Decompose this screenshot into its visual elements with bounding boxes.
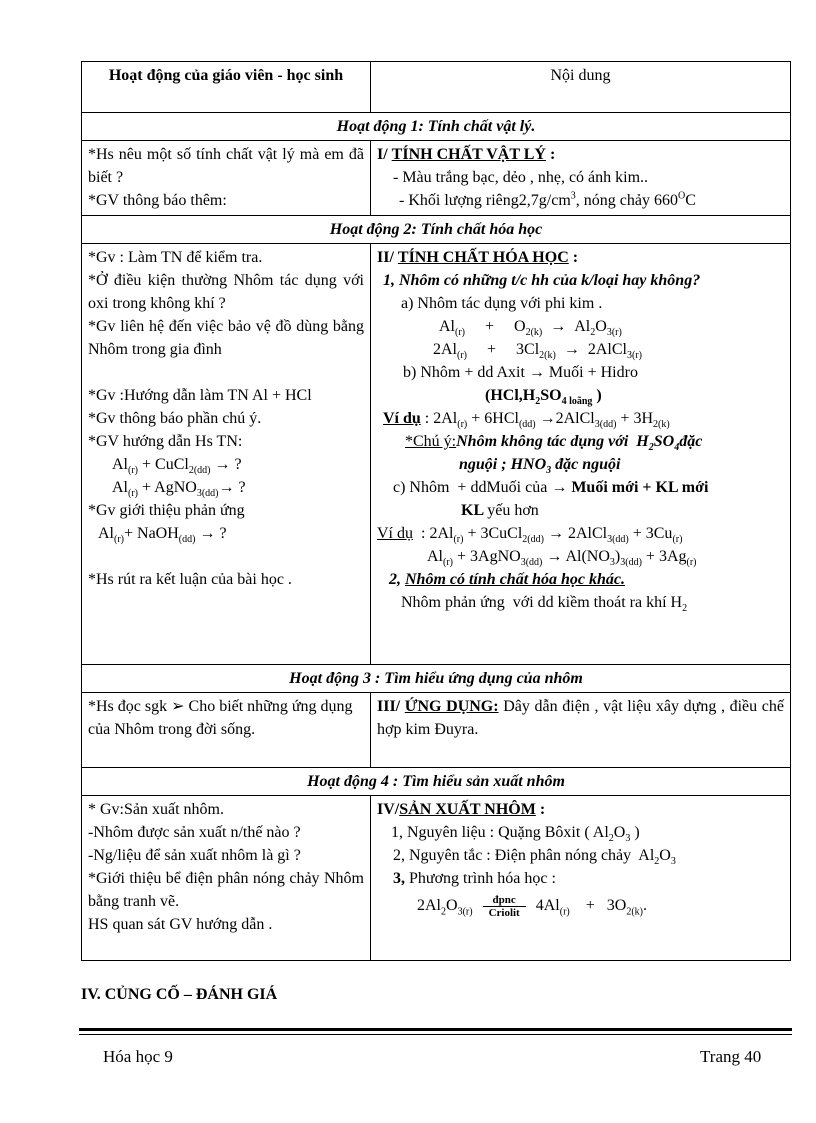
footer-page-number: Trang 40 <box>700 1047 762 1066</box>
activity-2-right: II/ TÍNH CHẤT HÓA HỌC : 1, Nhôm có những t/c hh của k/loại hay không? a) Nhôm tác dụng với phi kim . $Al_{(r)}$ + $O_{2(k)} \to Al_2O_{3(r)}$ $2Al_{(r)}$ + $3Cl_{2(k)}$ → 2AlCl$_{3(r)}$ b) Nhôm + dd Axit → Muối + Hidro ($HCl,H_2SO_{4 loãng}$ ) Ví dụ : $2Al_{(r)} + 6HCl_{(dd)}$ →2AlCl$_{3(dd)}$ + $3H_{2(k)}$ *Chú ý:Nhôm không tác dụng với $H_2SO_4đặc$ nguội ; $HNO_3$ đặc nguội c) Nhôm + ddMuối của → Muối mới + KL mới KL yếu hơn Ví dụ : $2Al_{(r)}$ + 3CuCl$_{2(dd)}$ → 2AlCl$_{3(dd)}$ + $3Cu_{(r)}$ $Al_{(r)}$ + 3AgNO$_{3(dd)}$ → $Al(NO_3)_{3(dd)} + 3Ag_{(r)}$ 2, Nhôm có tính chất hóa học khác. Nhôm phản ứng với dd kiềm thoát ra khí $H_2$ <box>371 244 791 665</box>
activity-2-title: Hoạt động 2: Tính chất hóa học <box>82 216 791 244</box>
equation-2: $2Al_{(r)}$ + $3Cl_{2(k)}$ → 2AlCl$_{3(r)}$ <box>433 341 642 362</box>
activity-3-left: *Hs đọc sgk ➢ Cho biết những ứng dụng của Nhôm trong đời sống. <box>82 693 371 768</box>
lesson-table <box>81 61 791 961</box>
section-heading: TÍNH CHẤT HÓA HỌC <box>397 249 569 266</box>
footer-subject: Hóa học 9 <box>103 1047 173 1066</box>
activity-3-title: Hoạt động 3 : Tìm hiểu ứng dụng của nhôm <box>82 665 791 693</box>
activity-4-right: IV/SẢN XUẤT NHÔM : 1, Nguyên liệu : Quặng Bôxit ( $Al_2O_3$ ) 2, Nguyên tắc : Điện phân nóng chảy $Al_2O_3$ 3, Phương trình hóa học : $2Al_2O_{3(r)}$ đpnc Criolit $4Al_{(r)}$ + $3O_{2(k)}$. <box>371 796 791 961</box>
footer-rule-thick <box>79 1028 792 1031</box>
section-heading: TÍNH CHẤT VẬT LÝ <box>391 146 546 163</box>
section-heading-iv: IV. CỦNG CỐ – ĐÁNH GIÁ <box>81 986 278 1003</box>
activity-1-right: I/ TÍNH CHẤT VẬT LÝ : - Màu trắng bạc, dẻo , nhẹ, có ánh kim.. - Khối lượng $riêng2,7g/cm^3$, nóng chảy $660^OC$ <box>371 141 791 216</box>
activity-3-row <box>82 693 791 768</box>
table-header-row <box>82 62 791 113</box>
activity-2-row <box>82 244 791 665</box>
activity-1-row <box>82 141 791 216</box>
activity-2-left: *Gv : Làm TN để kiểm tra. *Ở điều kiện thường Nhôm tác dụng với oxi trong không khí ? *Gv liên hệ đến việc bảo vệ đồ dùng bằng Nhôm trong gia đình *Gv :Hướng dẫn làm TN Al + HCl *Gv thông báo phần chú ý. *GV hướng dẫn Hs TN: $Al_{(r)}$ + CuCl$_{2(dd)}$ → ? $Al_{(r)}$ + AgNO$_{3(dd)}$→ ? *Gv giới thiệu phản ứng $Al_{(r)}+$ NaOH$_{(dd)}$ → ? *Hs rút ra kết luận của bài học . <box>82 244 371 665</box>
section-heading: ỨNG DỤNG: <box>404 698 499 715</box>
activity-4-left: * Gv:Sản xuất nhôm. -Nhôm được sản xuất n/thế nào ? -Ng/liệu để sản xuất nhôm là gì ? *Giới thiệu bể điện phân nóng chảy Nhôm bằng tranh vẽ. HS quan sát GV hướng dẫn . <box>82 796 371 961</box>
activity-4-title: Hoạt động 4 : Tìm hiểu sản xuất nhôm <box>82 768 791 796</box>
activity-1-title: Hoạt động 1: Tính chất vật lý. <box>82 113 791 141</box>
activity-1-left: *Hs nêu một số tính chất vật lý mà em đã biết ? *GV thông báo thêm: <box>82 141 371 216</box>
header-right: Nội dung <box>371 62 791 113</box>
activity-4-row <box>82 796 791 961</box>
header-left: Hoạt động của giáo viên - học sinh <box>82 62 371 113</box>
reaction-condition: đpnc Criolit <box>483 894 526 919</box>
footer-rule-thin <box>79 1034 792 1035</box>
section-heading: SẢN XUẤT NHÔM <box>399 801 536 818</box>
activity-3-right: III/ ỨNG DỤNG: Dây dẫn điện , vật liệu xây dựng , điều chế hợp kim Đuyra. <box>371 693 791 768</box>
equation-1: $Al_{(r)}$ + $O_{2(k)} \to Al_2O_{3(r)}$ <box>439 318 622 339</box>
